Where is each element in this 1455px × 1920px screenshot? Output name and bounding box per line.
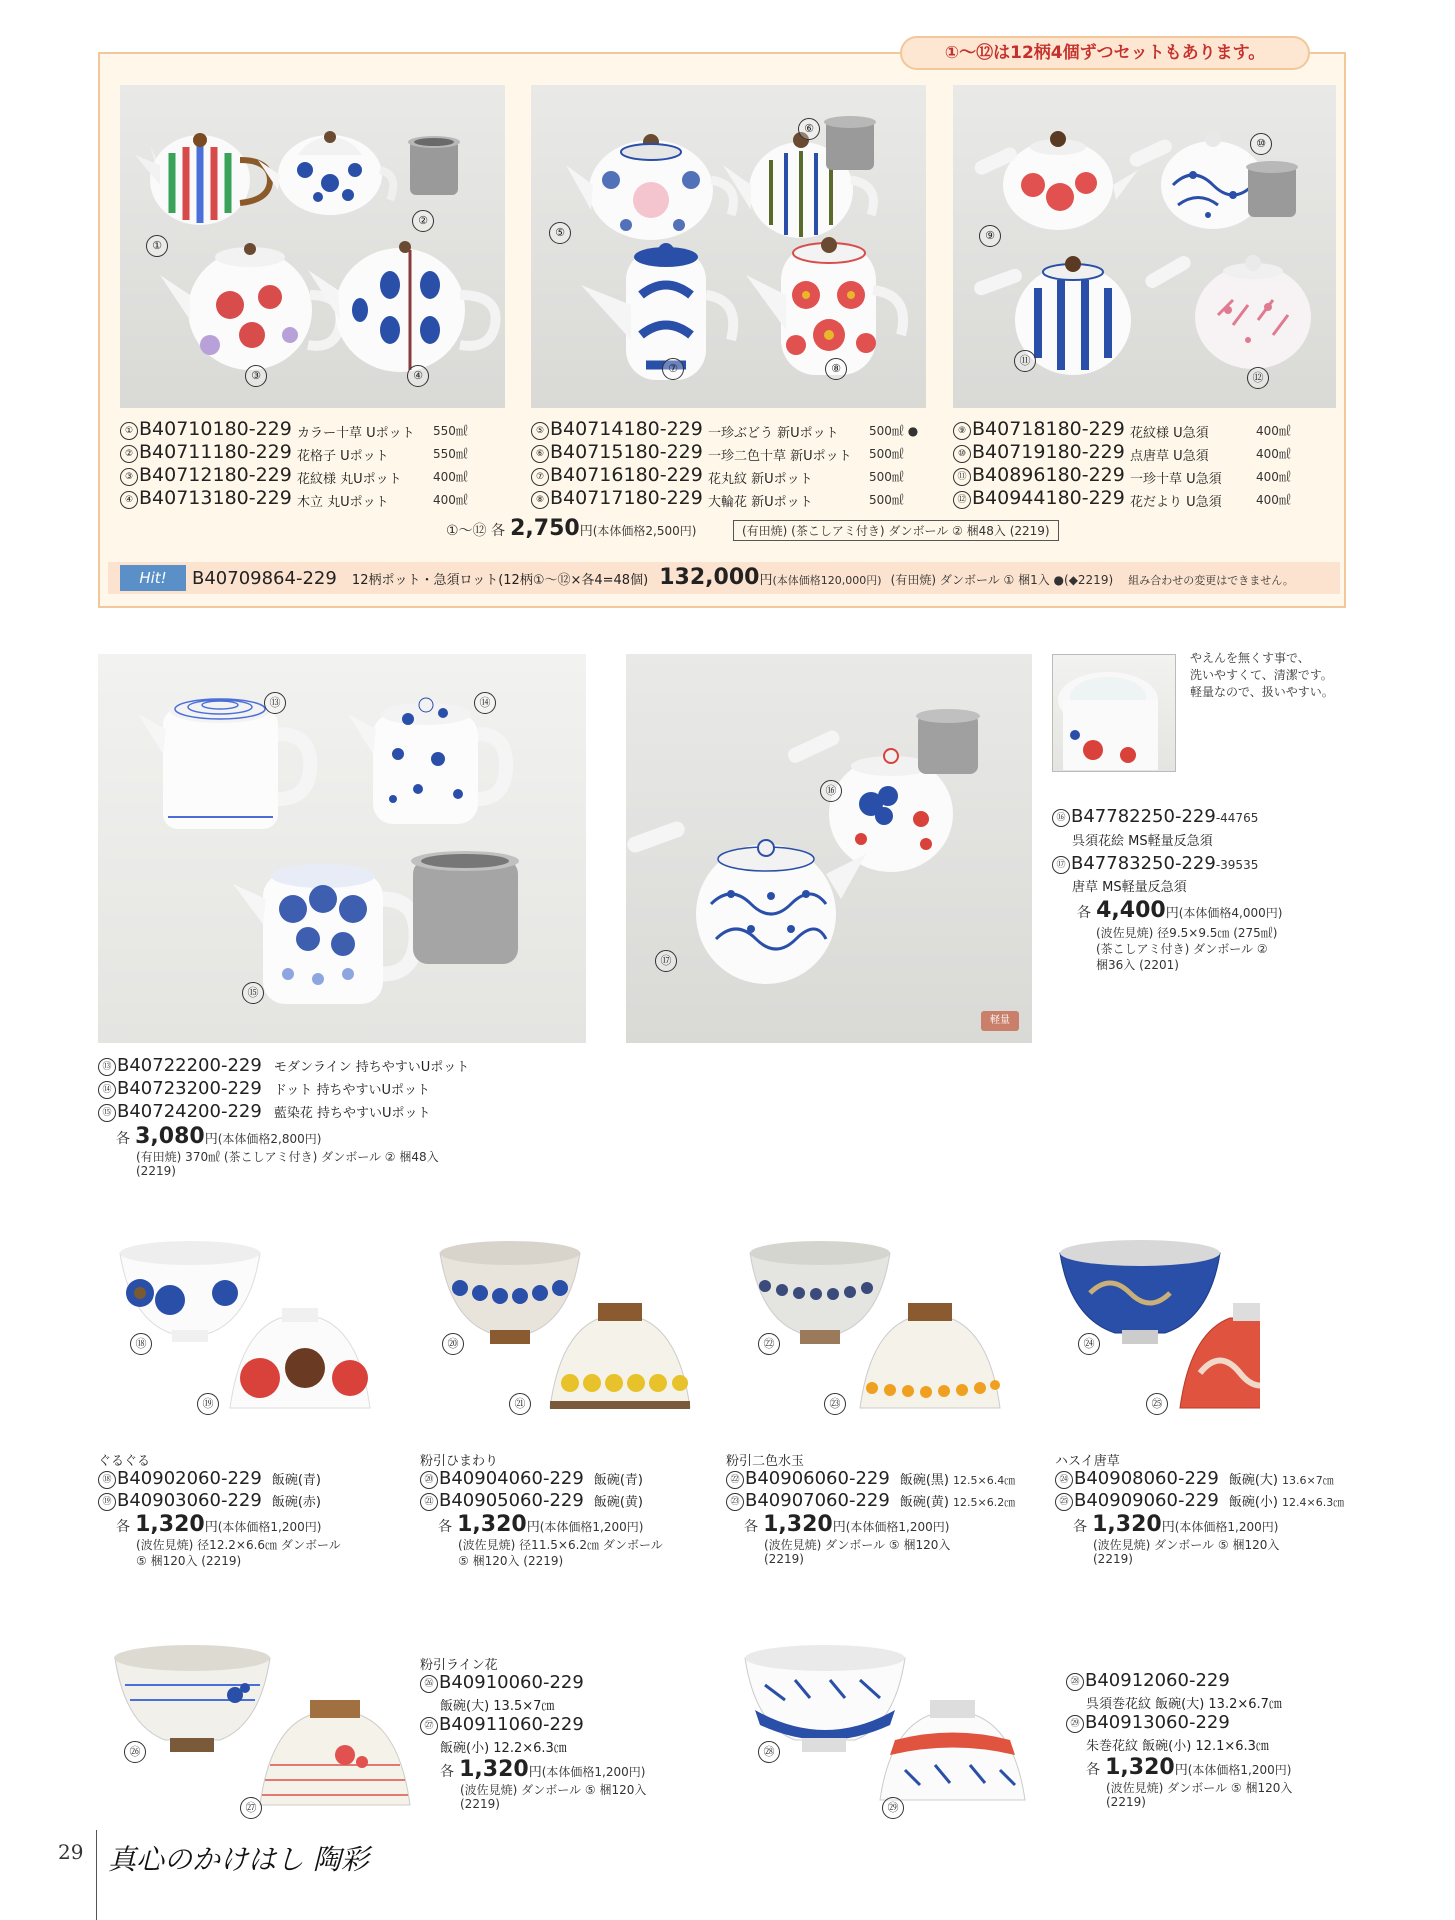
photo-number-15: ⑮ — [242, 982, 264, 1004]
set2-price-line: 各 3,080円(本体価格2,800円) — [116, 1124, 322, 1149]
product-name-17: 唐草 MS軽量反急須 — [1072, 880, 1187, 895]
teapot-illustration-3 — [953, 85, 1336, 408]
product-row-2: ② B40711180-229 — [120, 441, 292, 463]
set3-price-line: 各 4,400円(本体価格4,000円) — [1077, 898, 1283, 923]
photo-pots-16-17 — [626, 654, 1032, 1043]
set2-price: 3,080 — [135, 1124, 205, 1149]
product-row-15: ⑮ B40724200-229 藍染花 持ちやすいUポット — [98, 1101, 430, 1122]
inset-pot-illustration — [1053, 655, 1175, 771]
photo-number-2: ② — [412, 210, 434, 232]
photo-number-26: ㉖ — [124, 1741, 146, 1763]
photo-number-25: ㉕ — [1146, 1393, 1168, 1415]
lightweight-badge: 軽量 — [981, 1011, 1019, 1031]
product-row-16: ⑯ B47782250-229-44765 — [1052, 806, 1258, 827]
product-name-1: カラー十草 Uポット — [297, 426, 415, 441]
photo-number-21: ㉑ — [509, 1393, 531, 1415]
photo-number-16: ⑯ — [820, 780, 842, 802]
product-name-12: 花だより U急須 — [1130, 495, 1222, 510]
photo-number-20: ⑳ — [442, 1333, 464, 1355]
product-row-8: ⑧ B40717180-229 — [531, 487, 703, 509]
product-cap-6: 500㎖ — [869, 447, 904, 461]
photo-number-19: ⑲ — [197, 1393, 219, 1415]
product-cap-9: 400㎖ — [1256, 424, 1291, 438]
photo-number-1: ① — [146, 235, 168, 257]
product-cap-7: 500㎖ — [869, 470, 904, 484]
product-cap-8: 500㎖ — [869, 493, 904, 507]
photo-number-4: ④ — [407, 365, 429, 387]
photo-number-18: ⑱ — [130, 1333, 152, 1355]
pot-illustration-16-17 — [626, 654, 1032, 1043]
photo-number-17: ⑰ — [655, 950, 677, 972]
product-cap-2: 550㎖ — [433, 447, 468, 461]
product-name-7: 花丸紋 新Uポット — [708, 472, 813, 487]
product-name-9: 花紋様 U急須 — [1130, 426, 1209, 441]
product-row-1: ① B40710180-229 — [120, 418, 292, 440]
product-name-10: 点唐草 U急須 — [1130, 449, 1209, 464]
photo-pots-5-8 — [531, 85, 926, 408]
product-row-5: ⑤ B40714180-229 — [531, 418, 703, 440]
photo-number-27: ㉗ — [240, 1797, 262, 1819]
photo-inset-detail — [1052, 654, 1176, 772]
set-banner-text: ①～⑫は12柄4個ずつセットもあります。 — [944, 43, 1266, 63]
product-row-12: ⑫ B40944180-229 — [953, 487, 1125, 509]
product-cap-12: 400㎖ — [1256, 493, 1291, 507]
product-row-3: ③ B40712180-229 — [120, 464, 292, 486]
photo-number-5: ⑤ — [549, 222, 571, 244]
product-name-5: 一珍ぶどう 新Uポット — [708, 426, 839, 441]
product-cap-11: 400㎖ — [1256, 470, 1291, 484]
photo-number-12: ⑫ — [1247, 367, 1269, 389]
photo-number-28: ㉘ — [758, 1741, 780, 1763]
teapot-illustration-2 — [531, 85, 926, 408]
product-name-8: 大輪花 新Uポット — [708, 495, 813, 510]
photo-pots-13-15 — [98, 654, 586, 1043]
product-row-9: ⑨ B40718180-229 — [953, 418, 1125, 440]
set1-price-line: ①～⑫ 各 2,750円(本体価格2,500円) — [446, 516, 697, 541]
product-name-11: 一珍十草 U急須 — [1130, 472, 1222, 487]
teapot-illustration-1 — [120, 85, 505, 408]
photo-number-24: ㉔ — [1078, 1333, 1100, 1355]
set1-spec-box: (有田焼) (茶こしアミ付き) ダンボール ② 梱48入 (2219) — [733, 520, 1059, 541]
footer-brand: 真心のかけはし 陶彩 — [108, 1843, 369, 1876]
feature-text: やえんを無くす事で、 洗いやすくて、清潔です。 軽量なので、扱いやすい。 — [1190, 651, 1334, 699]
photo-pots-1-4 — [120, 85, 505, 408]
photo-pots-9-12 — [953, 85, 1336, 408]
hit-row-content: B40709864-229 12柄ポット・急須ロット(12柄①～⑫×各4=48個) 132,000円(本体価格120,000円) (有田焼) ダンボール ① 梱1入 ●(◆2219) 組み合わせの変更はできません。 — [192, 565, 1294, 590]
product-cap-1: 550㎖ — [433, 424, 468, 438]
photo-number-22: ㉒ — [758, 1333, 780, 1355]
product-cap-5: 500㎖ ● — [869, 424, 919, 438]
product-cap-10: 400㎖ — [1256, 447, 1291, 461]
photo-number-3: ③ — [245, 365, 267, 387]
photo-number-13: ⑬ — [264, 692, 286, 714]
photo-number-11: ⑪ — [1014, 350, 1036, 372]
set3-price: 4,400 — [1096, 898, 1166, 923]
photo-number-29: ㉙ — [882, 1797, 904, 1819]
photo-number-7: ⑦ — [662, 358, 684, 380]
photo-number-14: ⑭ — [474, 692, 496, 714]
hit-price: 132,000 — [659, 565, 760, 590]
photo-number-9: ⑨ — [979, 225, 1001, 247]
photo-number-10: ⑩ — [1250, 133, 1272, 155]
product-row-6: ⑥ B40715180-229 — [531, 441, 703, 463]
photo-number-23: ㉓ — [824, 1393, 846, 1415]
product-name-4: 木立 丸Uポット — [297, 495, 389, 510]
product-name-16: 呉須花絵 MS軽量反急須 — [1072, 834, 1213, 849]
product-cap-3: 400㎖ — [433, 470, 468, 484]
page-number: 29 — [58, 1840, 84, 1864]
product-name-2: 花格子 Uポット — [297, 449, 389, 464]
product-row-13: ⑬ B40722200-229 モダンライン 持ちやすいUポット — [98, 1055, 469, 1076]
photo-number-6: ⑥ — [798, 118, 820, 140]
product-name-6: 一珍二色十草 新Uポット — [708, 449, 852, 464]
pot-illustration-13-15 — [98, 654, 586, 1043]
product-row-7: ⑦ B40716180-229 — [531, 464, 703, 486]
product-row-14: ⑭ B40723200-229 ドット 持ちやすいUポット — [98, 1078, 430, 1099]
set1-price: 2,750 — [510, 516, 580, 541]
product-row-17: ⑰ B47783250-229-39535 — [1052, 853, 1258, 874]
hit-badge: Hit! — [120, 565, 186, 591]
product-row-10: ⑩ B40719180-229 — [953, 441, 1125, 463]
product-row-11: ⑪ B40896180-229 — [953, 464, 1125, 486]
footer-divider — [96, 1830, 97, 1920]
product-cap-4: 400㎖ — [433, 493, 468, 507]
product-row-4: ④ B40713180-229 — [120, 487, 292, 509]
photo-number-8: ⑧ — [825, 358, 847, 380]
product-name-3: 花紋様 丸Uポット — [297, 472, 402, 487]
